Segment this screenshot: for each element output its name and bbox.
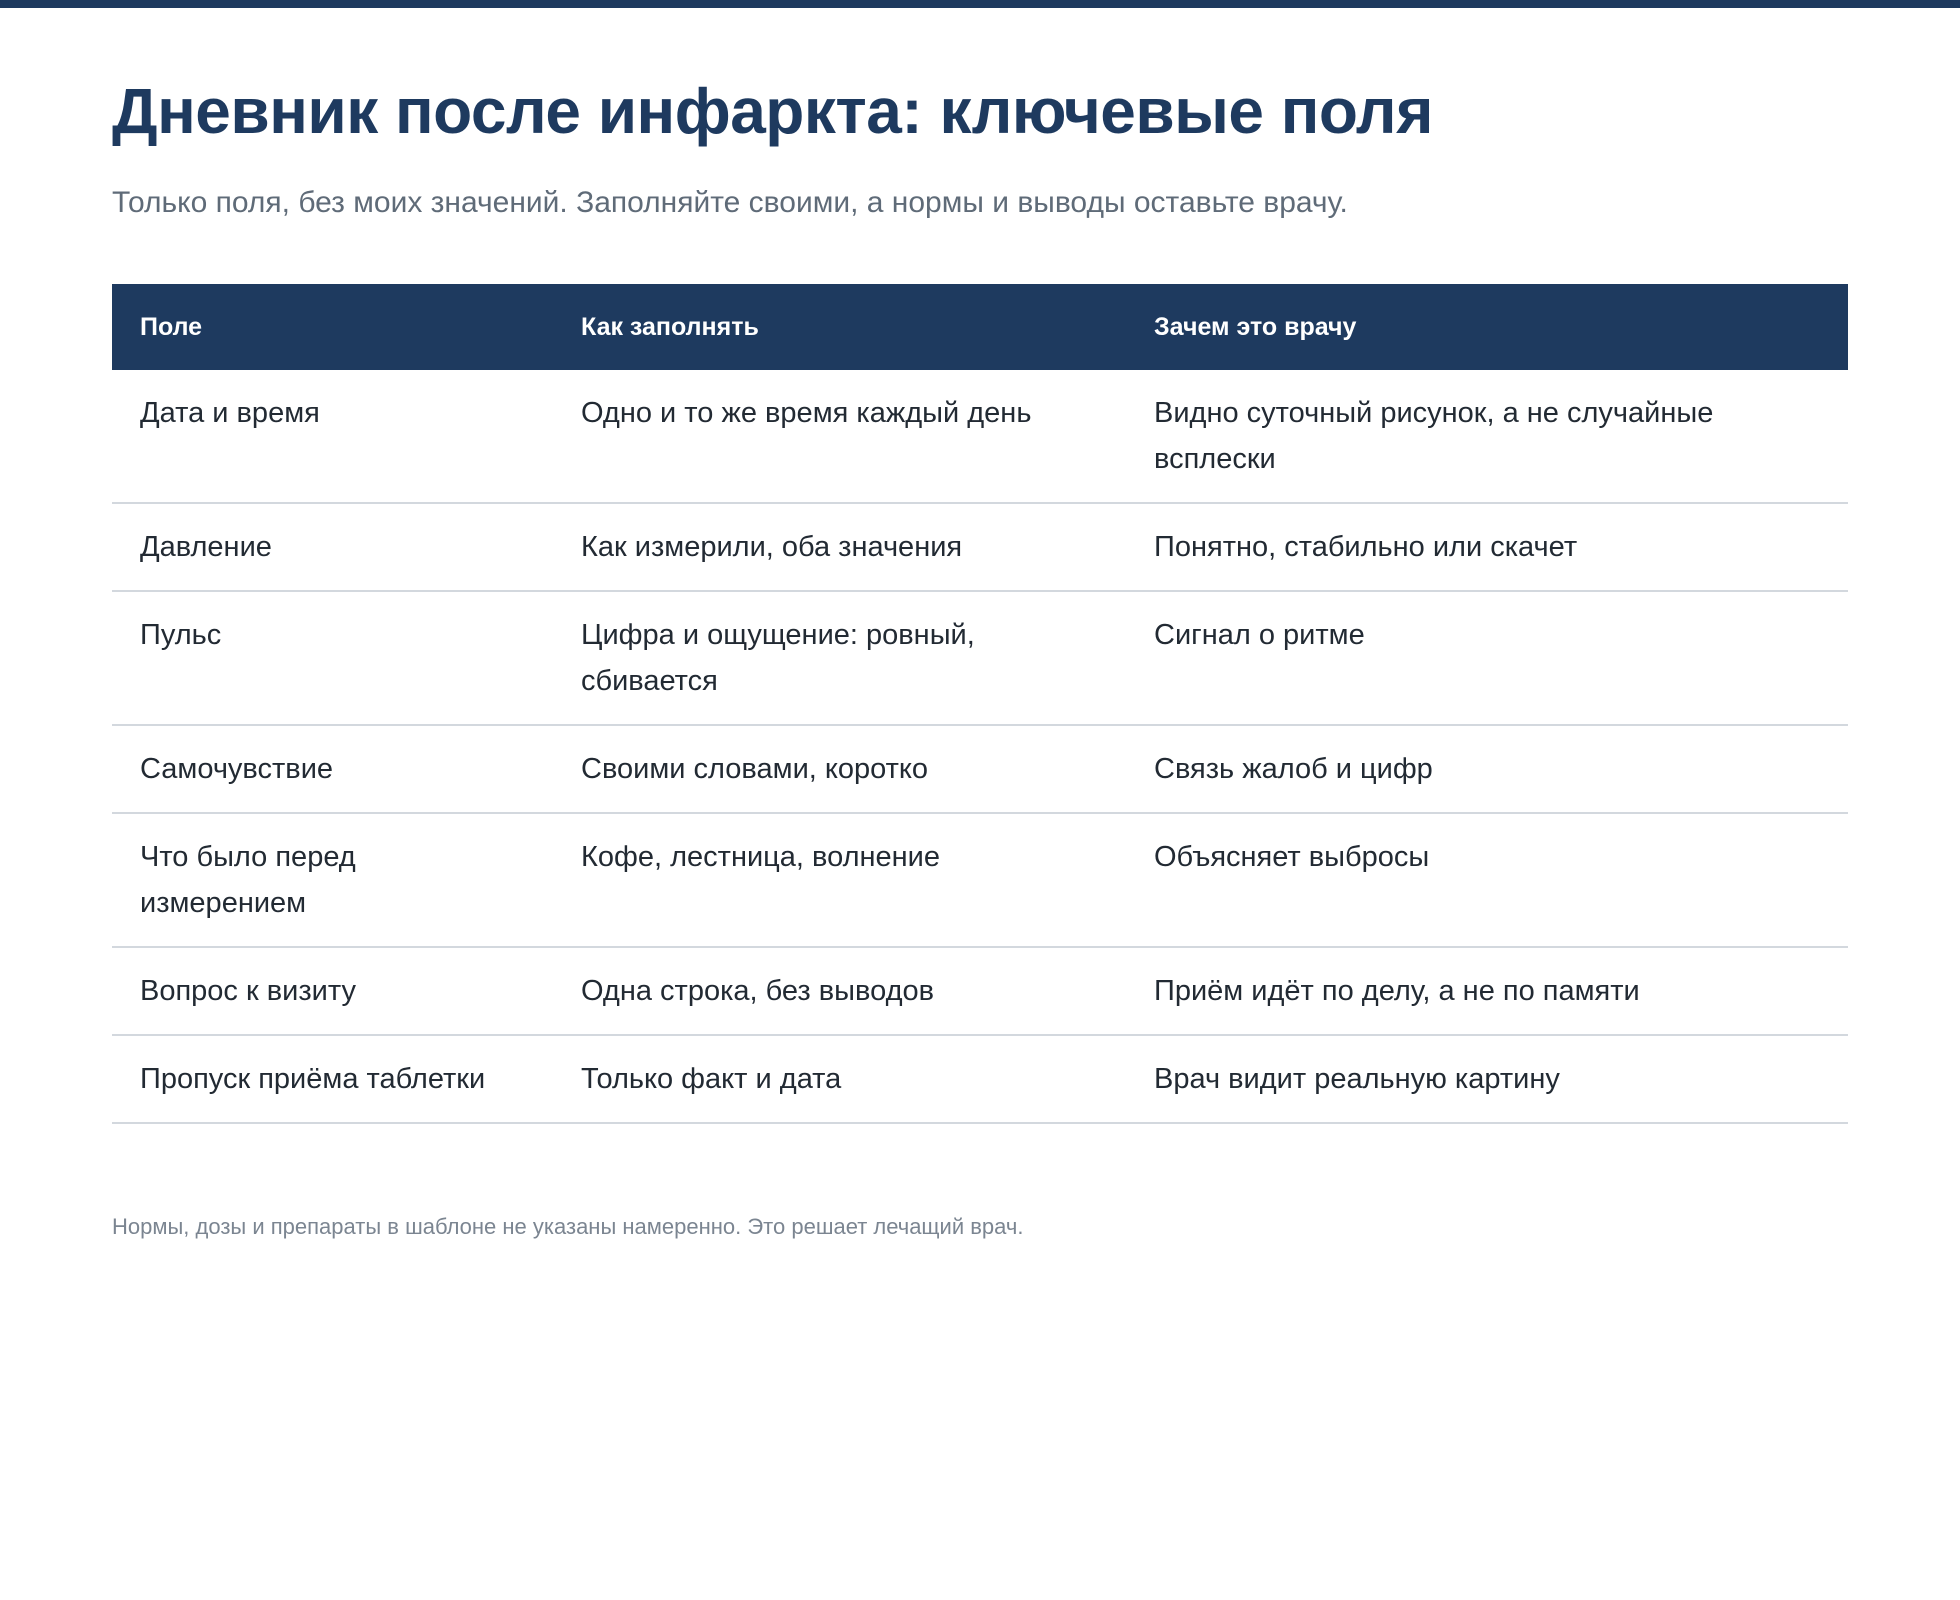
- why-cell: Связь жалоб и цифр: [1126, 725, 1848, 813]
- table-row: [112, 503, 1848, 591]
- how-to-fill-cell: Цифра и ощущение: ровный, сбивается: [553, 591, 1126, 725]
- table-row: [112, 725, 1848, 813]
- page-subtitle: Только поля, без моих значений. Заполняйте своими, а нормы и выводы оставьте врачу.: [112, 186, 1348, 219]
- table-header: [112, 284, 1848, 370]
- why-cell: Объясняет выбросы: [1126, 813, 1848, 947]
- column-header-how-to-fill: Как заполнять: [553, 284, 1126, 370]
- how-to-fill-cell: Одна строка, без выводов: [553, 947, 1126, 1035]
- table-row: [112, 813, 1848, 947]
- field-cell: Давление: [112, 503, 553, 591]
- how-to-fill-cell: Как измерили, оба значения: [553, 503, 1126, 591]
- why-cell: Сигнал о ритме: [1126, 591, 1848, 725]
- field-cell: Вопрос к визиту: [112, 947, 553, 1035]
- table-row: [112, 591, 1848, 725]
- column-header-why-for-doctor: Зачем это врачу: [1126, 284, 1848, 370]
- how-to-fill-cell: Своими словами, коротко: [553, 725, 1126, 813]
- field-cell: Дата и время: [112, 370, 553, 503]
- footnote: Нормы, дозы и препараты в шаблоне не указаны намеренно. Это решает лечащий врач.: [112, 1214, 1024, 1239]
- field-cell: Самочувствие: [112, 725, 553, 813]
- field-cell: Пульс: [112, 591, 553, 725]
- table-row: [112, 1035, 1848, 1123]
- why-cell: Понятно, стабильно или скачет: [1126, 503, 1848, 591]
- column-header-field: Поле: [112, 284, 553, 370]
- how-to-fill-cell: Кофе, лестница, волнение: [553, 813, 1126, 947]
- table-body: [112, 370, 1848, 1123]
- field-cell: Что было перед измерением: [112, 813, 553, 947]
- why-cell: Видно суточный рисунок, а не случайные всплески: [1126, 370, 1848, 503]
- table-header-row: [112, 284, 1848, 370]
- how-to-fill-cell: Одно и то же время каждый день: [553, 370, 1126, 503]
- page-title: Дневник после инфаркта: ключевые поля: [112, 75, 1433, 147]
- field-cell: Пропуск приёма таблетки: [112, 1035, 553, 1123]
- table-row: [112, 947, 1848, 1035]
- why-cell: Врач видит реальную картину: [1126, 1035, 1848, 1123]
- table-row: [112, 370, 1848, 503]
- why-cell: Приём идёт по делу, а не по памяти: [1126, 947, 1848, 1035]
- how-to-fill-cell: Только факт и дата: [553, 1035, 1126, 1123]
- fields-table: [112, 284, 1848, 1124]
- top-accent-bar: [0, 0, 1960, 8]
